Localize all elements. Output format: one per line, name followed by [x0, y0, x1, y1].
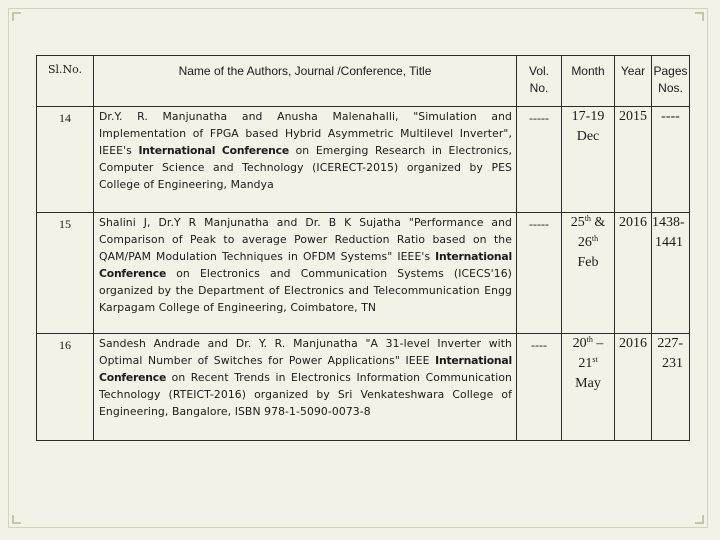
month-ordinal: st [592, 355, 598, 364]
month-ordinal: th [584, 214, 591, 223]
month-line: Dec [576, 129, 600, 144]
table-row [37, 334, 690, 441]
month-line: May [575, 376, 601, 391]
pages-line: 1438- [652, 215, 685, 230]
pages-line: 231 [662, 356, 683, 371]
row-year: 2016 [615, 213, 652, 334]
month-ordinal: th [591, 234, 599, 243]
title-bold-text: International Conference [138, 143, 289, 157]
row-sl-no: 16 [37, 334, 94, 441]
header-pages-line1: Pages [653, 64, 688, 78]
row-vol-no: ----- [517, 213, 562, 334]
header-pages [652, 56, 690, 107]
row-year: 2016 [615, 334, 652, 441]
month-connector: & [590, 215, 606, 230]
table-row [37, 107, 690, 213]
title-text: Dr.Y. R. Manjunatha and Anusha Malenahalli, "Simulation and Implementation of FPGA based Hybrid Asymmetric Multilevel Inverter", IEEE's [99, 110, 512, 157]
title-text: Sandesh Andrade and Dr. Y. R. Manjunatha "A 31-level Inverter with Optimal Number of Switches for Power Applications" IEEE [99, 337, 512, 367]
header-vol-line2: No. [529, 81, 549, 95]
row-vol-no: ---- [517, 334, 562, 441]
row-pages [652, 334, 690, 441]
row-month [562, 334, 615, 441]
header-title: Name of the Authors, Journal /Conference, Title [94, 56, 517, 107]
row-pages [652, 213, 690, 334]
header-pages-line2: Nos. [658, 81, 683, 95]
pages-line: 227- [657, 336, 683, 351]
title-bold-text: International Conference [99, 353, 512, 384]
month-line [562, 354, 614, 374]
header-vol-no [517, 56, 562, 107]
month-line: 17-19 [571, 109, 605, 124]
row-year: 2015 [615, 107, 652, 213]
month-line: Feb [577, 255, 599, 270]
title-text: on Recent Trends in Electronics Information Communication Technology (RTEICT-2016) organized by Sri Venkateshwara College of Engineering, Bangalore, ISBN 978-1-5090-0073-8 [99, 370, 512, 418]
month-day: 20 [572, 336, 587, 351]
header-month: Month [562, 56, 615, 107]
frame-corner-ornament [695, 12, 704, 21]
row-month [562, 107, 615, 213]
header-vol-line1: Vol. [528, 64, 549, 78]
table-row [37, 213, 690, 334]
row-title [94, 107, 517, 213]
frame-corner-ornament [12, 515, 21, 524]
table-header-row [37, 56, 690, 107]
month-line [562, 213, 614, 233]
row-title [94, 334, 517, 441]
month-connector: – [592, 336, 604, 351]
row-month [562, 213, 615, 334]
header-year: Year [615, 56, 652, 107]
month-day: 26 [577, 235, 592, 250]
title-text: on Electronics and Communication Systems (ICECS'16) organized by the Department of Electronics and Telecommunication Engg Karpagam College of Engineering, Coimbatore, TN [99, 266, 512, 314]
row-title [94, 213, 517, 334]
title-text: Shalini J, Dr.Y R Manjunatha and Dr. B K Sujatha "Performance and Comparison of Peak to average Power Reduction Ratio based on the QAM/PAM Modulation Techniques in OFDM Systems" IEEE's [99, 216, 512, 263]
frame-corner-ornament [12, 12, 21, 21]
month-ordinal: th [586, 335, 593, 344]
header-sl-no: Sl.No. [37, 56, 94, 107]
title-bold-text: International Conference [99, 249, 512, 280]
pages-line: 1441 [655, 235, 683, 250]
month-line [562, 233, 614, 253]
publications-table [36, 55, 690, 441]
frame-corner-ornament [695, 515, 704, 524]
row-pages: ---- [652, 107, 690, 213]
row-sl-no: 15 [37, 213, 94, 334]
month-day: 21 [578, 356, 593, 371]
title-text: on Emerging Research in Electronics, Computer Science and Technology (ICERECT-2015) organized by PES College of Engineering, Mandya [99, 143, 513, 191]
row-vol-no: ----- [517, 107, 562, 213]
month-day: 25 [570, 215, 585, 230]
row-sl-no: 14 [37, 107, 94, 213]
month-line [562, 334, 614, 354]
